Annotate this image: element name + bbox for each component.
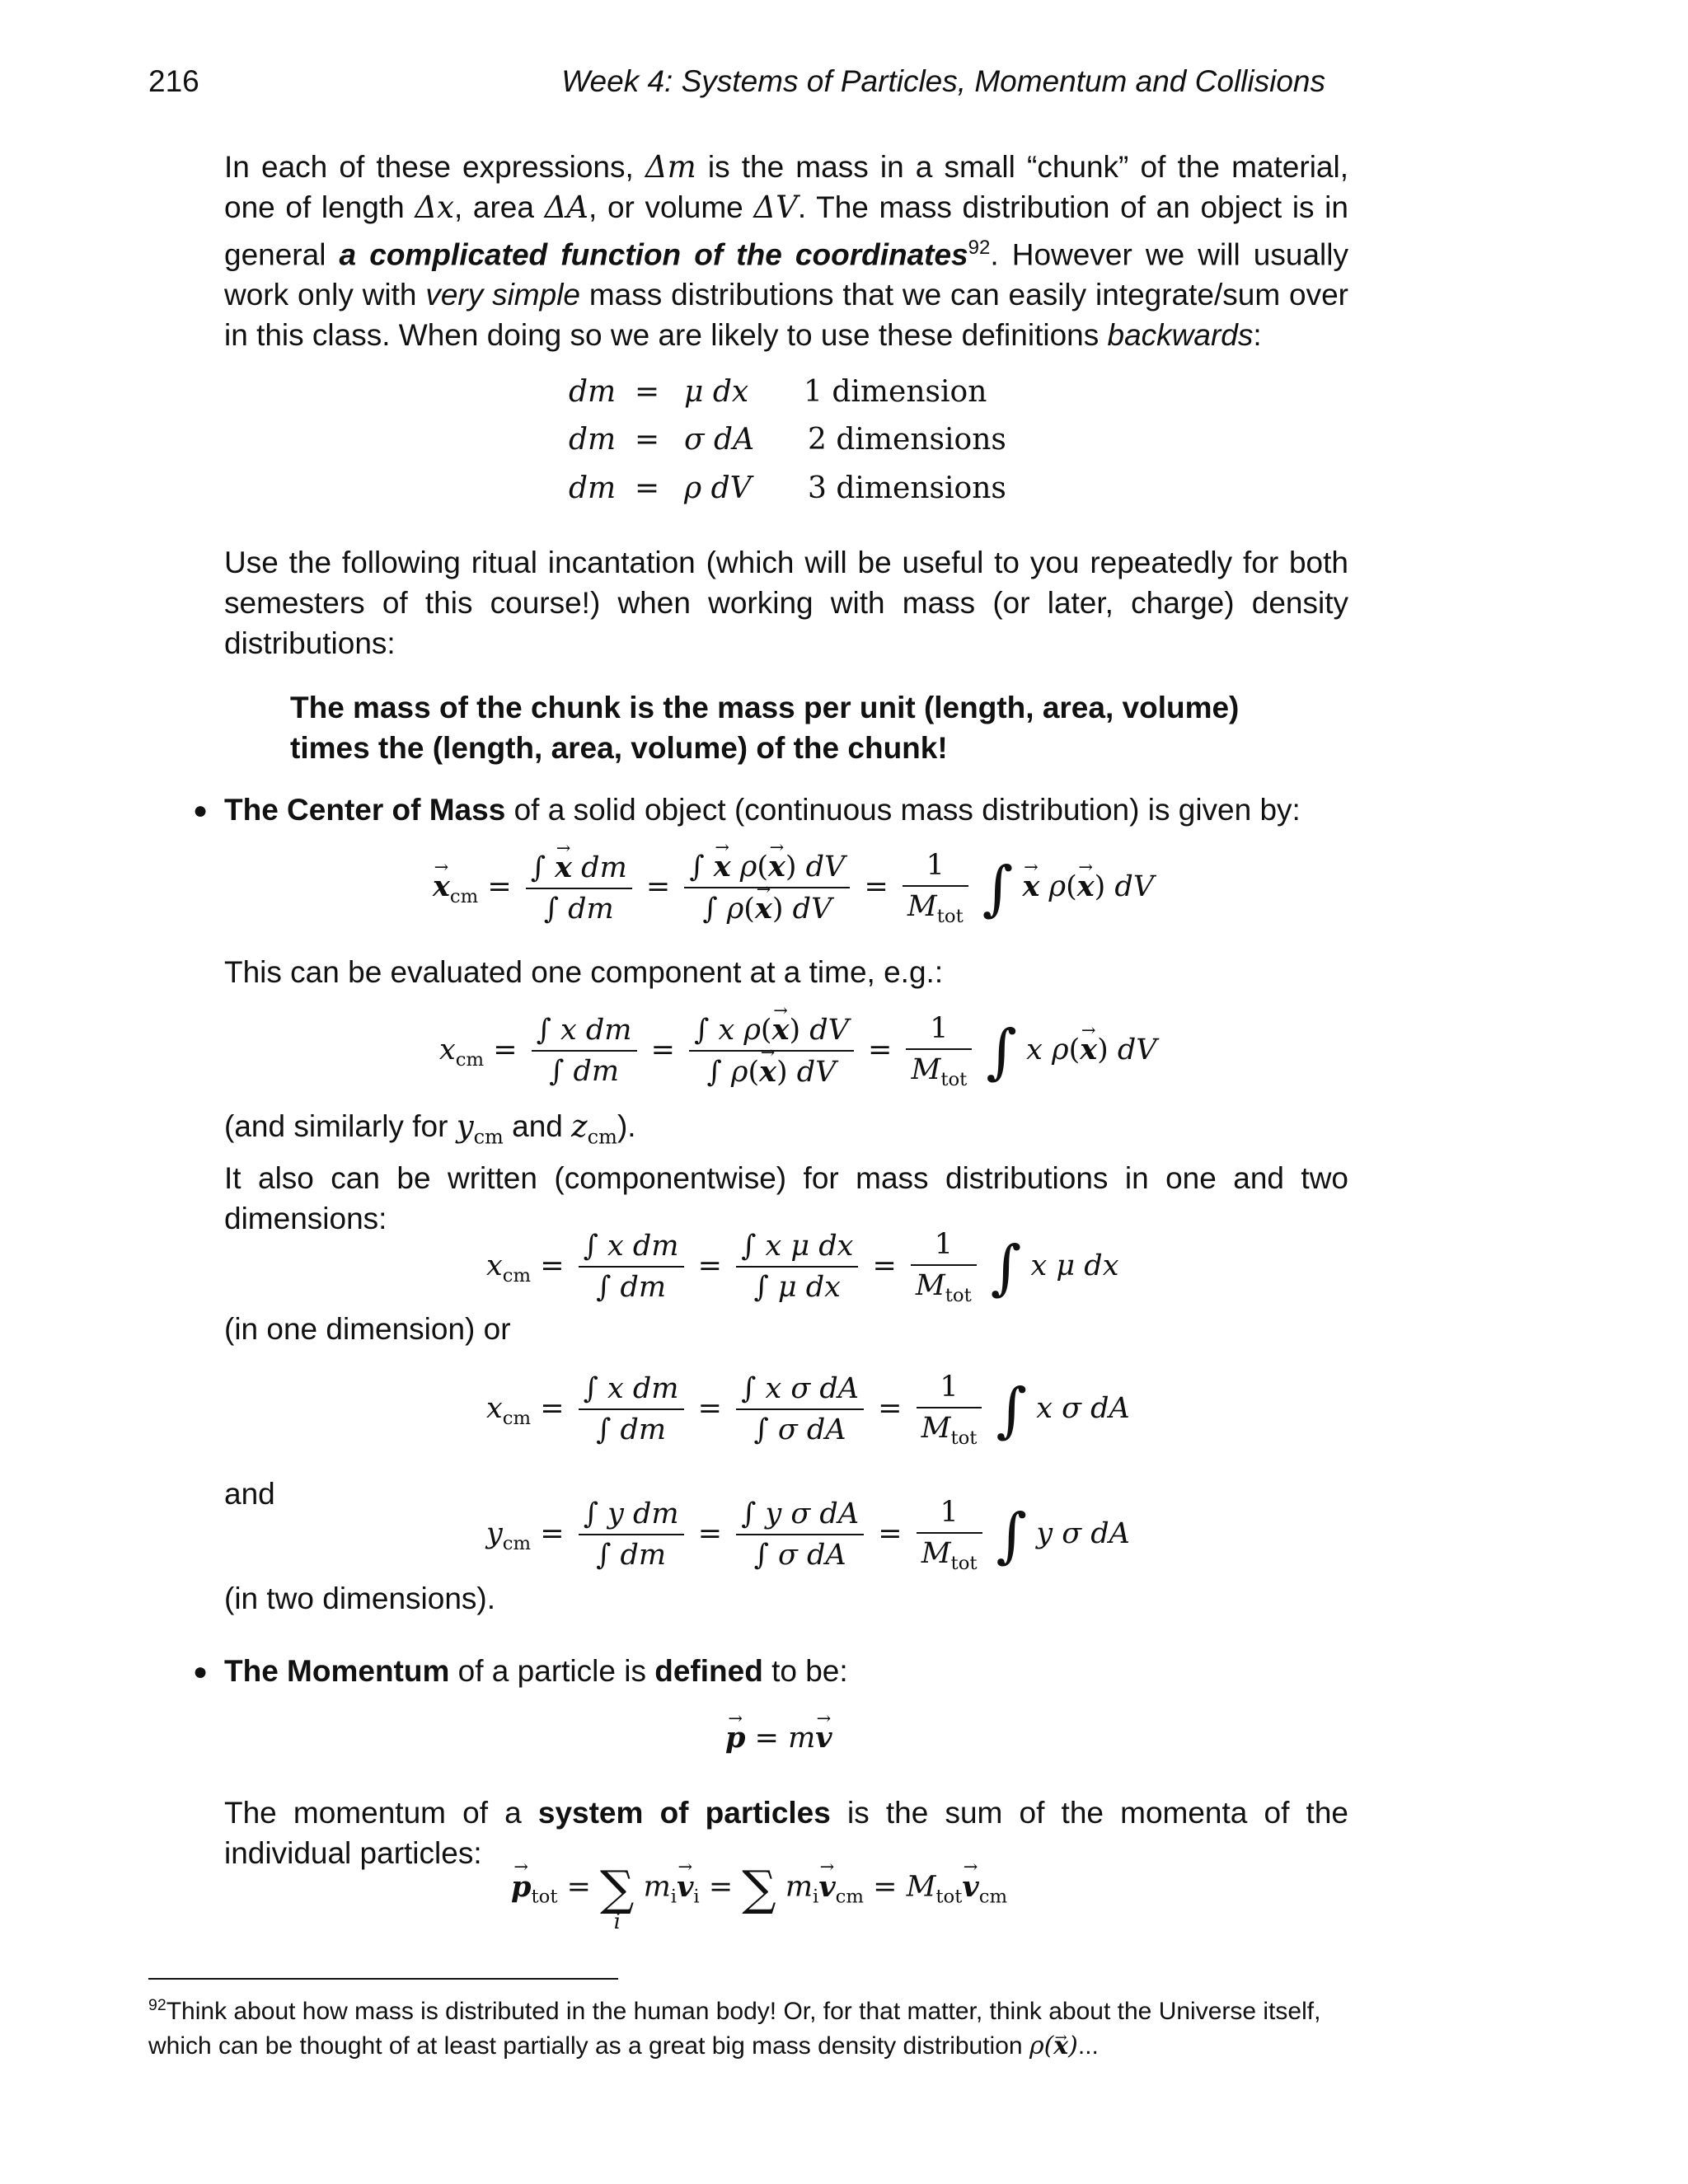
text-run: . However we will usually work only with bbox=[224, 237, 1348, 312]
momentum-bullet bbox=[224, 1651, 1348, 1691]
one-dimension-label: (in one dimension) or bbox=[224, 1312, 511, 1346]
intro-paragraph bbox=[224, 147, 1348, 355]
text-run: mass distributions that we can easily integrate/sum over in this class. When doing so we are likely to use these definitions bbox=[224, 278, 1348, 353]
equation-xcm-rho: $x_{cm}$ = $\frac{\text{∫ x dm}}{\int dm}$ = $\frac{\text{∫ x ρ(x →) dV}}{\int \rho(x \to) dV}$ = $\frac{1}{M_{tot}}$ ∫ x ρ(x →) dV bbox=[439, 1012, 1157, 1090]
footnote bbox=[148, 1988, 1332, 2064]
text-run: of a particle is bbox=[449, 1654, 655, 1688]
footnote-mark: 92 bbox=[968, 237, 991, 259]
dimension-note: 3 dimensions bbox=[808, 471, 1006, 505]
footnote-text: Think about how mass is distributed in the human body! Or, for that matter, think about the Universe itself, which can be thought of at least partially as a great big mass density distribution bbox=[148, 1998, 1321, 2060]
text-run: The momentum of a bbox=[224, 1796, 538, 1830]
text-run: and bbox=[503, 1109, 572, 1143]
footnote-rule bbox=[148, 1978, 618, 1980]
text-run: , area bbox=[453, 190, 545, 224]
and-label: and bbox=[224, 1477, 275, 1511]
definition-lhs: dm bbox=[569, 375, 617, 409]
equation-xcm-vector: $x \to_{cm}$ = $\frac{\int x \to dm}{\int dm}$ = $\frac{\int x \to \rho(x \to) dV}{\int \rho(x \to) dV}$ = $\frac{1}{M_{tot}}$ ∫ x → ρ(x →) dV bbox=[433, 849, 1154, 927]
delta-x-symbol: Δx bbox=[415, 190, 454, 225]
definition-rhs: μ dx bbox=[684, 375, 749, 409]
componentwise-paragraph: It also can be written (componentwise) for mass distributions in one and two dimensions: bbox=[224, 1161, 1348, 1235]
emphasis-text: very simple bbox=[425, 278, 580, 312]
definition-lhs: dm bbox=[569, 423, 617, 457]
bullet-icon: ● bbox=[193, 1658, 209, 1685]
text-run: , or volume bbox=[588, 190, 754, 224]
ritual-callout: The mass of the chunk is the mass per unit (length, area, volume) times the (length, area, volume) of the chunk! bbox=[290, 691, 1240, 765]
bold-term: system of particles bbox=[537, 1796, 831, 1830]
equation-ycm-2d: $y_{cm}$ = $\frac{\text{∫ y dm}}{\int dm}$ = $\frac{\text{∫ y σ dA}}{\text{∫ σ dA}}$ = $\frac{1}{M_{tot}}$ ∫ y σ dA bbox=[486, 1496, 1130, 1574]
delta-a-symbol: ΔA bbox=[544, 190, 589, 225]
running-title: Week 4: Systems of Particles, Momentum and Collisions bbox=[561, 64, 1325, 98]
text-run: of a solid object (continuous mass distribution) is given by: bbox=[505, 793, 1301, 827]
delta-m-symbol: Δm bbox=[645, 149, 696, 185]
y-symbol: y bbox=[456, 1108, 474, 1144]
center-of-mass-bullet bbox=[224, 790, 1348, 830]
definition-lhs: dm bbox=[569, 471, 617, 505]
delta-v-symbol: ΔV bbox=[753, 190, 798, 225]
ritual-paragraph: Use the following ritual incantation (which will be useful to you repeatedly for both semesters of this course!) when working with mass (or later, charge) density distributions: bbox=[224, 546, 1348, 660]
text-run: is the sum of the momenta of the individual particles: bbox=[224, 1796, 1348, 1870]
two-dimensions-label: (in two dimensions). bbox=[224, 1582, 496, 1615]
bullet-icon: ● bbox=[193, 797, 209, 824]
system-momentum-paragraph bbox=[224, 1793, 1348, 1873]
text-run: is the mass in a small “chunk” of the material, one of length bbox=[224, 150, 1348, 224]
page-number: 216 bbox=[148, 64, 199, 98]
component-paragraph: This can be evaluated one component at a time, e.g.: bbox=[224, 955, 944, 989]
equation-xcm-2d: $x_{cm}$ = $\frac{\text{∫ x dm}}{\int dm}$ = $\frac{\text{∫ x σ dA}}{\text{∫ σ dA}}$ = $\frac{1}{M_{tot}}$ ∫ x σ dA bbox=[486, 1371, 1130, 1449]
text-run: . The mass distribution of an object is in general bbox=[224, 190, 1348, 272]
bold-term: The Momentum bbox=[224, 1654, 450, 1688]
dimension-note: 2 dimensions bbox=[808, 423, 1006, 457]
text-run: ... bbox=[1077, 2032, 1099, 2060]
emphasis-text: a complicated function of the coordinates bbox=[339, 237, 968, 272]
text-run: to be: bbox=[762, 1654, 848, 1688]
subscript: cm bbox=[473, 1125, 504, 1149]
z-symbol: z bbox=[571, 1108, 588, 1144]
text-run: (and similarly for bbox=[224, 1109, 457, 1143]
definition-rhs: σ dA bbox=[684, 423, 755, 457]
text-run: In each of these expressions, bbox=[224, 150, 645, 184]
equals-sign: = bbox=[635, 423, 660, 457]
equation-total-momentum: $p \to_{tot}$ = ∑ i $m_iv \to_i$ = ∑ $m_iv \to_{cm} = M_{tot}v \to_{cm}$ bbox=[511, 1864, 1007, 1912]
bold-term: defined bbox=[654, 1654, 763, 1688]
rho-x-symbol: ρ(x →) bbox=[1029, 2032, 1078, 2060]
emphasis-text: backwards bbox=[1107, 318, 1254, 353]
subscript: cm bbox=[587, 1125, 617, 1149]
equals-sign: = bbox=[635, 471, 660, 505]
definition-rhs: ρ dV bbox=[684, 471, 752, 505]
equals-sign: = bbox=[635, 375, 660, 409]
similarly-paragraph bbox=[224, 1106, 1348, 1157]
dimension-note: 1 dimension bbox=[804, 375, 987, 409]
equation-momentum: p → = mv → bbox=[725, 1721, 832, 1755]
bold-term: The Center of Mass bbox=[224, 793, 506, 827]
text-run: ). bbox=[617, 1109, 636, 1143]
equation-xcm-1d: $x_{cm}$ = $\frac{\text{∫ x dm}}{\int dm}$ = $\frac{\text{∫ x μ dx}}{\text{∫ μ dx}}$ = $\frac{1}{M_{tot}}$ ∫ x μ dx bbox=[486, 1228, 1119, 1306]
footnote-mark: 92 bbox=[148, 1996, 166, 2014]
text-run: : bbox=[1253, 318, 1262, 353]
